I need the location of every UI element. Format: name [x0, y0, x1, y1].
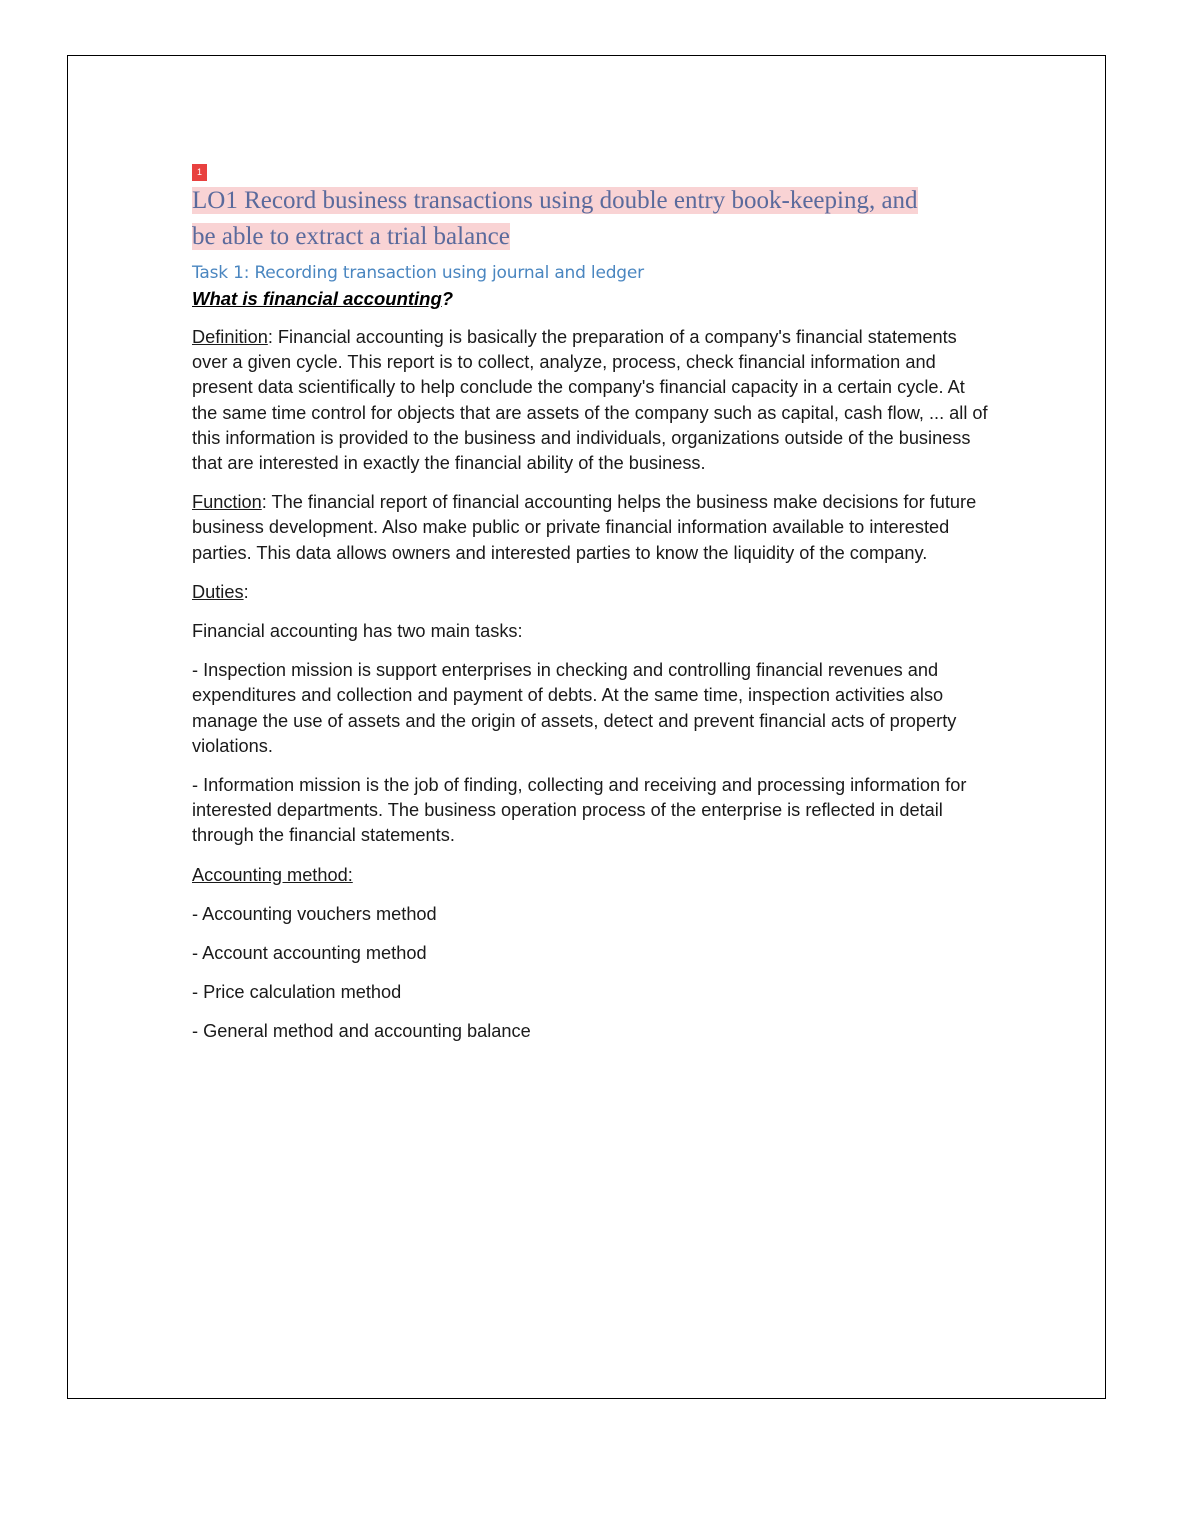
function-label: Function: [192, 492, 262, 513]
question-mark: ?: [441, 288, 454, 309]
definition-text: : Financial accounting is basically the preparation of a company's financial statements over a given cycle. This report is to collect, analyze, process, check financial information and present data scientifically to help conclude the company's financial capacity in a certain cycle. At the same time control for objects that are assets of the company such as capital, cash flow, ... all of this information is provided to the business and individuals, organizations outside of the business that are interested in exactly the financial ability of the business.: [192, 327, 988, 474]
function-paragraph: [192, 490, 992, 566]
method-item: - Account accounting method: [192, 943, 427, 964]
duties-label-paragraph: [192, 580, 992, 605]
annotation-marker[interactable]: 1: [192, 164, 207, 181]
accounting-method-label: Accounting method:: [192, 864, 353, 885]
document-body: [192, 162, 992, 1045]
heading-line-1: LO1 Record business transactions using double entry book-keeping, and: [192, 187, 918, 214]
heading-line-2: be able to extract a trial balance: [192, 223, 510, 250]
method-item: - General method and accounting balance: [192, 1021, 531, 1042]
duties-label: Duties: [192, 581, 244, 602]
learning-outcome-heading: [192, 183, 992, 255]
duty-item: - Information mission is the job of finding, collecting and receiving and processing information for interested departments. The business operation process of the enterprise is reflected in detail through the financial statements.: [192, 775, 967, 846]
method-item: - Accounting vouchers method: [192, 903, 437, 924]
method-item: - Price calculation method: [192, 982, 402, 1003]
question-heading: [192, 287, 992, 311]
accounting-method-label-paragraph: [192, 863, 992, 888]
question-text: What is financial accounting: [192, 288, 442, 309]
definition-label: Definition: [192, 327, 268, 347]
definition-paragraph: [192, 325, 992, 476]
task-title: Task 1: Recording transaction using journal and ledger: [192, 263, 644, 283]
function-text: : The financial report of financial accounting helps the business make decisions for future business development. Also make public or private financial information available to interested parties. This data allows owners and interested parties to know the liquidity of the company.: [192, 492, 977, 563]
duties-colon: :: [243, 581, 249, 602]
duties-intro: Financial accounting has two main tasks:: [192, 621, 523, 642]
duty-item: - Inspection mission is support enterprises in checking and controlling financial revenues and expenditures and collection and payment of debts. At the same time, inspection activities also manage the use of assets and the origin of assets, detect and prevent financial acts of property violations.: [192, 660, 957, 756]
